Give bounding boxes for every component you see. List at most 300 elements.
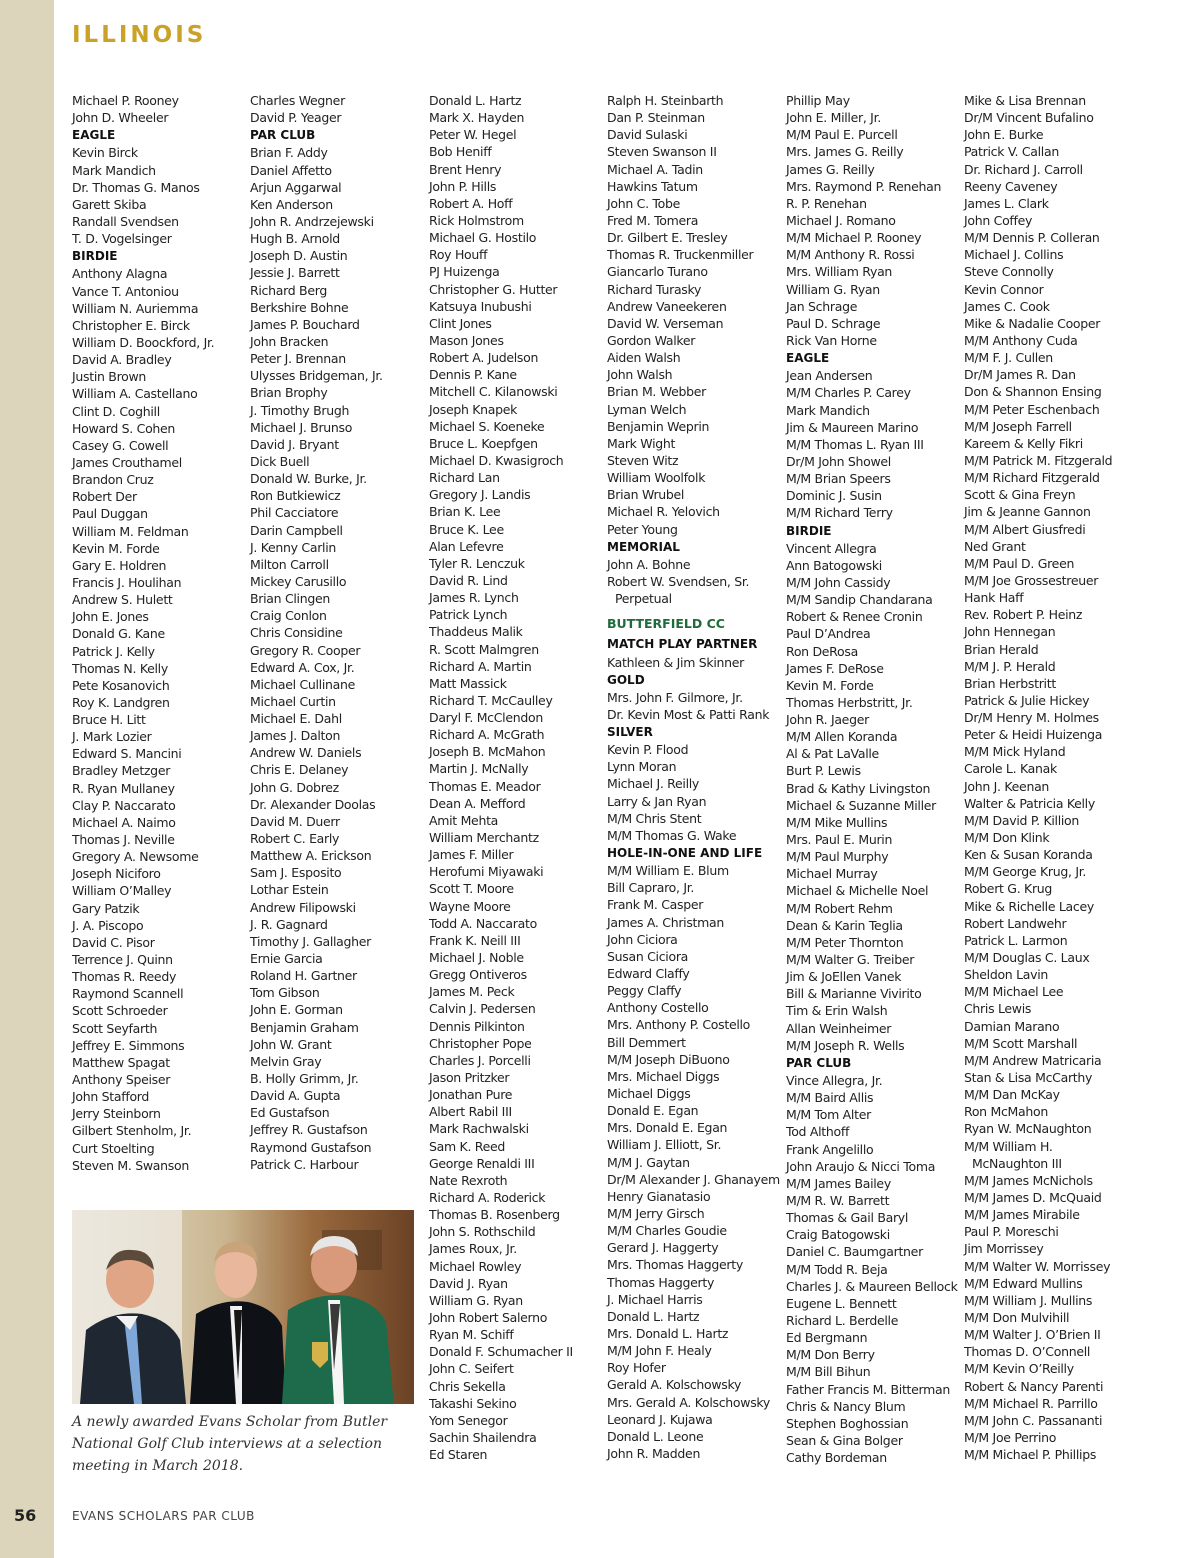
donor-name: J. Michael Harris [607, 1291, 703, 1307]
donor-name: Gregory A. Newsome [72, 849, 199, 865]
donor-name: Scott & Gina Freyn [964, 487, 1076, 503]
donor-name: William Woolfolk [607, 470, 706, 486]
donor-name: M/M Joseph Farrell [964, 418, 1072, 434]
page-number: 56 [14, 1506, 37, 1525]
donor-name: Raymond Scannell [72, 986, 184, 1002]
donor-name: Mark Mandich [72, 162, 156, 178]
donor-name: Mike & Nadalie Cooper [964, 315, 1101, 331]
donor-name: James P. Bouchard [250, 316, 360, 332]
donor-name: Robert Landwehr [964, 915, 1067, 931]
donor-name: Dean A. Mefford [429, 795, 526, 811]
donor-name: Ed Bergmann [786, 1330, 868, 1346]
donor-name: Leonard J. Kujawa [607, 1411, 713, 1427]
donor-name: Jim & JoEllen Vanek [786, 969, 902, 985]
donor-name: Michael J. Noble [429, 950, 524, 966]
donor-name: Dr. Kevin Most & Patti Rank [607, 706, 770, 722]
donor-name: Jeffrey E. Simmons [72, 1037, 185, 1053]
donor-name: M/M F. J. Cullen [964, 350, 1053, 366]
donor-name: Chris Considine [250, 625, 343, 641]
donor-name: William J. Elliott, Sr. [607, 1137, 722, 1153]
donor-name: M/M William J. Mullins [964, 1292, 1093, 1308]
donor-name: Thomas D. O’Connell [964, 1344, 1091, 1360]
donor-name: Cathy Bordeman [786, 1450, 887, 1466]
donor-name: Gary Patzik [72, 900, 140, 916]
donor-name: Daryl F. McClendon [429, 710, 543, 726]
donor-name: Andrew S. Hulett [72, 592, 173, 608]
donor-name: Richard Lan [429, 470, 500, 486]
donor-name: Tim & Erin Walsh [786, 1003, 888, 1019]
name-continuation: McNaughton III [972, 1155, 1062, 1171]
donor-name: M/M Patrick M. Fitzgerald [964, 452, 1113, 468]
donor-name: Gregory J. Landis [429, 487, 531, 503]
donor-name: Jessie J. Barrett [250, 265, 340, 281]
donor-name: Kevin Connor [964, 281, 1044, 297]
donor-name: Patrick L. Larmon [964, 932, 1068, 948]
donor-name: Michael D. Kwasigroch [429, 452, 564, 468]
scholar-photo [72, 1210, 414, 1404]
donor-name: Brian Wrubel [607, 487, 685, 503]
donor-name: Lothar Estein [250, 882, 329, 898]
donor-name: Scott T. Moore [429, 881, 514, 897]
donor-name: Terrence J. Quinn [72, 952, 173, 968]
donor-name: Robert G. Krug [964, 881, 1053, 897]
donor-name: Michael E. Dahl [250, 711, 342, 727]
donor-name: M/M Sandip Chandarana [786, 592, 933, 608]
donor-name: Hank Haff [964, 590, 1024, 606]
donor-name: Robert A. Hoff [429, 195, 513, 211]
donor-name: David J. Bryant [250, 436, 339, 452]
donor-name: Jerry Steinborn [72, 1106, 161, 1122]
donor-name: Michael A. Naimo [72, 814, 176, 830]
donor-name: Dick Buell [250, 453, 310, 469]
donor-name: M/M James Mirabile [964, 1207, 1080, 1223]
donor-name: Dr/M Vincent Bufalino [964, 110, 1094, 126]
donor-name: Mark Rachwalski [429, 1121, 529, 1137]
donor-name: M/M William H. [964, 1138, 1053, 1154]
donor-name: Richard A. Roderick [429, 1190, 546, 1205]
donor-name: Rick Van Horne [786, 332, 877, 348]
donor-name: Jim Morrissey [964, 1241, 1044, 1257]
donor-name: Jason Pritzker [429, 1070, 510, 1086]
donor-name: Joseph Knapek [429, 401, 518, 417]
donor-name: Mrs. Anthony P. Costello [607, 1017, 751, 1033]
donor-name: Steven Witz [607, 452, 679, 468]
donor-name: John Hennegan [964, 624, 1056, 640]
donor-name: Mickey Carusillo [250, 573, 347, 589]
donor-name: Ron DeRosa [786, 643, 858, 659]
donor-name: Benjamin Graham [250, 1019, 359, 1035]
club-heading: BUTTERFIELD CC [607, 616, 725, 632]
donor-name: Michael J. Brunso [250, 419, 353, 435]
donor-name: Justin Brown [72, 369, 147, 385]
donor-name: M/M Robert Rehm [786, 900, 893, 916]
donor-name: Brent Henry [429, 161, 502, 177]
donor-name: Richard Berg [250, 282, 327, 298]
donor-name: Craig Conlon [250, 608, 327, 624]
donor-name: Vince Allegra, Jr. [786, 1073, 883, 1089]
donor-name: Howard S. Cohen [72, 420, 176, 436]
donor-name: Steven Swanson II [607, 144, 717, 160]
donor-name: M/M Michael R. Parrillo [964, 1395, 1098, 1411]
donor-name: J. Mark Lozier [72, 729, 152, 745]
donor-name: J. A. Piscopo [72, 917, 144, 933]
donor-name: M/M John Cassidy [786, 574, 891, 590]
donor-name: John J. Keenan [964, 778, 1050, 794]
donor-name: Calvin J. Pedersen [429, 1001, 536, 1017]
donor-name: M/M John C. Passananti [964, 1412, 1103, 1428]
donor-name: M/M Don Mulvihill [964, 1309, 1070, 1325]
donor-name: Gregory R. Cooper [250, 642, 361, 658]
donor-name: M/M Richard Fitzgerald [964, 470, 1100, 486]
donor-name: William G. Ryan [786, 281, 880, 297]
donor-name: James G. Reilly [786, 161, 875, 177]
donor-name: Donald L. Hartz [607, 1308, 700, 1324]
donor-name: George Renaldi III [429, 1155, 535, 1171]
names-column-1 [72, 92, 248, 1174]
donor-name: M/M Walter W. Morrissey [964, 1258, 1111, 1274]
donor-name: Ann Batogowski [786, 557, 882, 573]
donor-name: Robert C. Early [250, 831, 340, 847]
donor-name: Father Francis M. Bitterman [786, 1381, 951, 1397]
donor-name: David R. Lind [429, 572, 508, 588]
donor-name: John D. Wheeler [72, 110, 169, 126]
donor-name: Michael S. Koeneke [429, 418, 545, 434]
donor-name: Kareem & Kelly Fikri [964, 435, 1083, 451]
donor-name: Matt Massick [429, 675, 507, 691]
donor-name: Patrick & Julie Hickey [964, 692, 1090, 708]
donor-name: Donald F. Schumacher II [429, 1344, 573, 1360]
donor-name: M/M John F. Healy [607, 1343, 712, 1359]
donor-name: M/M Paul Murphy [786, 849, 889, 865]
donor-name: Melvin Gray [250, 1053, 322, 1069]
donor-name: John R. Madden [607, 1445, 701, 1461]
donor-name: Charles J. & Maureen Bellock [786, 1278, 958, 1294]
donor-name: Roy Houff [429, 247, 488, 263]
names-column-4 [607, 92, 783, 1462]
donor-name: Milton Carroll [250, 556, 329, 572]
donor-name: John C. Tobe [607, 195, 681, 211]
donor-name: M/M Don Berry [786, 1347, 875, 1363]
donor-name: Carole L. Kanak [964, 761, 1057, 777]
donor-name: Mason Jones [429, 332, 504, 348]
donor-name: Thomas R. Reedy [72, 969, 177, 985]
donor-name: Donald L. Leone [607, 1428, 704, 1444]
donor-name: Daniel C. Baumgartner [786, 1244, 923, 1260]
donor-name: David W. Verseman [607, 315, 724, 331]
donor-name: Charles J. Porcelli [429, 1052, 531, 1068]
donor-name: Wayne Moore [429, 898, 511, 914]
donor-name: Susan Ciciora [607, 948, 689, 964]
donor-name: David M. Duerr [250, 813, 340, 829]
donor-name: Kevin M. Forde [786, 677, 874, 693]
donor-name: Mike & Lisa Brennan [964, 93, 1086, 108]
donor-name: M/M Baird Allis [786, 1090, 874, 1106]
page-sidebar-band [0, 0, 54, 1558]
donor-name: Ken Anderson [250, 196, 333, 212]
donor-name: Dean & Karin Teglia [786, 917, 903, 933]
donor-name: M/M J. P. Herald [964, 658, 1056, 674]
donor-name: M/M Joseph DiBuono [607, 1051, 730, 1067]
donor-name: Ernie Garcia [250, 951, 323, 967]
donor-name: Dr. Gilbert E. Tresley [607, 230, 728, 246]
donor-name: Patrick C. Harbour [250, 1156, 359, 1172]
donor-name: Thomas Haggerty [607, 1274, 715, 1290]
donor-name: Mrs. Thomas Haggerty [607, 1257, 743, 1273]
donor-name: Richard A. Martin [429, 658, 532, 674]
donor-name: Donald E. Egan [607, 1103, 699, 1119]
donor-name: M/M Anthony R. Rossi [786, 247, 915, 263]
donor-name: Burt P. Lewis [786, 763, 861, 779]
donor-name: Ralph H. Steinbarth [607, 93, 724, 108]
name-continuation: Perpetual [615, 591, 672, 607]
donor-name: M/M James McNichols [964, 1172, 1093, 1188]
donor-name: Brian Herald [964, 641, 1039, 657]
donor-name: Francis J. Houlihan [72, 574, 182, 590]
donor-name: M/M Edward Mullins [964, 1275, 1083, 1291]
donor-name: Robert A. Judelson [429, 350, 539, 366]
donor-name: Mark Wight [607, 435, 676, 451]
donor-name: Takashi Sekino [429, 1395, 517, 1411]
donor-name: Stan & Lisa McCarthy [964, 1070, 1093, 1086]
donor-name: Mitchell C. Kilanowski [429, 384, 558, 400]
donor-name: J. R. Gagnard [250, 916, 328, 932]
donor-name: M/M Mike Mullins [786, 814, 888, 830]
donor-name: Brandon Cruz [72, 472, 154, 488]
donor-name: Andrew Filipowski [250, 899, 356, 915]
donor-name: Martin J. McNally [429, 761, 529, 777]
donor-name: Mrs. James G. Reilly [786, 144, 904, 160]
donor-name: Brad & Kathy Livingston [786, 780, 931, 796]
donor-name: Sam K. Reed [429, 1138, 506, 1154]
donor-name: Vance T. Antoniou [72, 283, 179, 299]
section-heading: GOLD [607, 672, 645, 687]
donor-name: Larry & Jan Ryan [607, 793, 707, 809]
donor-name: Mrs. Paul E. Murin [786, 832, 893, 848]
donor-name: M/M Mick Hyland [964, 744, 1066, 760]
donor-name: Katsuya Inubushi [429, 298, 532, 314]
donor-name: M/M Michael P. Rooney [786, 230, 922, 246]
donor-name: James A. Christman [607, 914, 725, 930]
donor-name: Michael Rowley [429, 1258, 522, 1274]
donor-name: Kathleen & Jim Skinner [607, 654, 744, 670]
donor-name: Gregg Ontiveros [429, 967, 527, 983]
donor-name: Scott Schroeder [72, 1003, 168, 1019]
donor-name: Rev. Robert P. Heinz [964, 607, 1083, 623]
donor-name: Peter W. Hegel [429, 127, 517, 143]
section-heading: PAR CLUB [786, 1055, 852, 1070]
donor-name: Dominic J. Susin [786, 488, 882, 504]
donor-name: Ned Grant [964, 538, 1026, 554]
donor-name: Patrick Lynch [429, 607, 508, 623]
donor-name: Richard T. McCaulley [429, 692, 553, 708]
donor-name: Reeny Caveney [964, 178, 1058, 194]
donor-name: Paul P. Moreschi [964, 1224, 1059, 1240]
donor-name: M/M David P. Killion [964, 812, 1080, 828]
donor-name: William D. Boockford, Jr. [72, 334, 215, 350]
donor-name: Ron Butkiewicz [250, 488, 341, 504]
donor-name: Michael G. Hostilo [429, 230, 537, 246]
donor-name: Joseph D. Austin [250, 248, 348, 264]
donor-name: PJ Huizenga [429, 264, 500, 280]
donor-name: Thaddeus Malik [429, 624, 523, 640]
donor-name: Kevin P. Flood [607, 742, 689, 758]
donor-name: James F. Miller [429, 847, 514, 863]
donor-name: Yom Senegor [429, 1412, 508, 1428]
section-heading: HOLE-IN-ONE AND LIFE [607, 846, 763, 861]
donor-name: Todd A. Naccarato [429, 915, 537, 931]
donor-name: R. Ryan Mullaney [72, 780, 175, 796]
donor-name: Edward A. Cox, Jr. [250, 659, 355, 675]
donor-name: Mrs. Donald E. Egan [607, 1120, 728, 1136]
donor-name: M/M Kevin O’Reilly [964, 1361, 1074, 1377]
donor-name: M/M Tom Alter [786, 1107, 871, 1123]
donor-name: M/M Chris Stent [607, 810, 702, 826]
donor-name: M/M Dan McKay [964, 1087, 1060, 1103]
donor-name: William A. Castellano [72, 386, 198, 402]
donor-name: Lyman Welch [607, 401, 687, 417]
donor-name: Henry Gianatasio [607, 1188, 711, 1204]
donor-name: John C. Seifert [429, 1361, 514, 1377]
donor-name: Christopher G. Hutter [429, 281, 558, 297]
donor-name: Dr/M Henry M. Holmes [964, 710, 1099, 726]
donor-name: M/M Douglas C. Laux [964, 950, 1090, 966]
donor-name: Brian Brophy [250, 385, 328, 401]
donor-name: Clint Jones [429, 315, 492, 331]
donor-name: Raymond Gustafson [250, 1139, 372, 1155]
donor-name: John E. Miller, Jr. [786, 110, 881, 126]
donor-name: Hawkins Tatum [607, 178, 698, 194]
donor-name: Casey G. Cowell [72, 437, 169, 453]
publication-name: EVANS SCHOLARS PAR CLUB [72, 1509, 255, 1523]
donor-name: Pete Kosanovich [72, 677, 170, 693]
donor-name: Chris Sekella [429, 1378, 506, 1394]
donor-name: John Bracken [250, 333, 329, 349]
donor-name: Edward S. Mancini [72, 746, 182, 762]
names-column-6 [964, 92, 1140, 1463]
donor-name: M/M Jerry Girsch [607, 1206, 705, 1221]
donor-name: John Walsh [607, 367, 673, 383]
photo-caption: A newly awarded Evans Scholar from Butler National Golf Club interviews at a selection meeting in March 2018. [72, 1414, 388, 1474]
donor-name: John E. Jones [72, 609, 149, 625]
donor-name: Thomas Herbstritt, Jr. [786, 694, 913, 710]
donor-name: John R. Jaeger [786, 712, 869, 728]
donor-name: Gerard J. Haggerty [607, 1240, 719, 1256]
donor-name: Peter & Heidi Huizenga [964, 727, 1103, 743]
donor-name: Thomas & Gail Baryl [786, 1210, 909, 1226]
donor-name: Michael & Michelle Noel [786, 883, 929, 899]
donor-name: Gerald A. Kolschowsky [607, 1377, 742, 1393]
donor-name: Daniel Affetto [250, 162, 332, 178]
donor-name: Steven M. Swanson [72, 1157, 189, 1173]
donor-name: Ken & Susan Koranda [964, 847, 1093, 863]
donor-name: Brian Herbstritt [964, 675, 1056, 691]
donor-name: James L. Clark [964, 195, 1049, 211]
section-heading: EAGLE [72, 128, 116, 143]
donor-name: M/M Brian Speers [786, 471, 891, 487]
donor-name: John P. Hills [429, 178, 497, 194]
donor-name: Bruce L. Koepfgen [429, 435, 538, 451]
donor-name: M/M William E. Blum [607, 863, 729, 879]
donor-name: Eugene L. Bennett [786, 1295, 897, 1311]
donor-name: M/M James Bailey [786, 1175, 891, 1191]
donor-name: Albert Rabil III [429, 1104, 512, 1120]
donor-name: Giancarlo Turano [607, 264, 708, 280]
donor-name: Allan Weinheimer [786, 1020, 892, 1036]
donor-name: Anthony Speiser [72, 1072, 171, 1088]
donor-name: Jim & Maureen Marino [786, 419, 919, 435]
donor-name: Tod Althoff [786, 1124, 850, 1140]
donor-name: Michael J. Collins [964, 247, 1064, 263]
donor-name: M/M Charles Goudie [607, 1223, 727, 1239]
donor-name: David A. Gupta [250, 1088, 341, 1104]
donor-name: B. Holly Grimm, Jr. [250, 1071, 359, 1087]
donor-name: Aiden Walsh [607, 350, 681, 366]
donor-name: Peter Young [607, 521, 678, 537]
donor-name: Robert W. Svendsen, Sr. [607, 573, 750, 589]
donor-name: Charles Wegner [250, 93, 345, 108]
section-heading: SILVER [607, 725, 653, 740]
donor-name: Dr/M John Showel [786, 453, 891, 469]
donor-name: M/M Bill Bihun [786, 1364, 871, 1380]
section-heading: EAGLE [786, 351, 830, 366]
donor-name: Kevin M. Forde [72, 540, 160, 556]
donor-name: M/M George Krug, Jr. [964, 864, 1087, 880]
donor-name: Mark X. Hayden [429, 110, 525, 126]
donor-name: Ulysses Bridgeman, Jr. [250, 368, 383, 384]
donor-name: Lynn Moran [607, 759, 677, 775]
donor-name: M/M Scott Marshall [964, 1035, 1078, 1051]
donor-name: M/M Joseph R. Wells [786, 1037, 905, 1053]
donor-name: David Sulaski [607, 127, 688, 143]
donor-name: Jim & Jeanne Gannon [964, 504, 1091, 520]
donor-name: Gary E. Holdren [72, 557, 167, 573]
donor-name: Bob Heniff [429, 144, 492, 160]
donor-name: David C. Pisor [72, 934, 155, 950]
donor-name: Michael P. Rooney [72, 93, 179, 108]
donor-name: M/M Joe Grossestreuer [964, 572, 1099, 588]
donor-name: Rick Holmstrom [429, 212, 524, 228]
donor-name: Richard A. McGrath [429, 727, 545, 743]
donor-name: M/M Joe Perrino [964, 1429, 1057, 1445]
donor-name: Alan Lefevre [429, 538, 504, 554]
donor-name: Michael Murray [786, 866, 878, 882]
donor-name: T. D. Vogelsinger [72, 231, 172, 247]
donor-name: Donald W. Burke, Jr. [250, 471, 367, 487]
donor-name: Fred M. Tomera [607, 212, 699, 228]
donor-name: Chris & Nancy Blum [786, 1398, 906, 1414]
donor-name: Bill & Marianne Vivirito [786, 986, 922, 1002]
donor-name: Edward Claffy [607, 966, 690, 982]
donor-name: M/M Todd R. Beja [786, 1261, 888, 1277]
donor-name: Sean & Gina Bolger [786, 1432, 903, 1448]
donor-name: M/M Peter Eschenbach [964, 401, 1100, 417]
donor-name: J. Timothy Brugh [250, 402, 350, 418]
donor-name: William N. Auriemma [72, 300, 199, 316]
donor-name: Curt Stoelting [72, 1140, 155, 1156]
donor-name: Chris E. Delaney [250, 762, 349, 778]
donor-name: Kevin Birck [72, 145, 138, 161]
donor-name: Sam J. Esposito [250, 865, 342, 881]
donor-name: Jean Andersen [786, 368, 873, 384]
donor-name: John Araujo & Nicci Toma [786, 1158, 936, 1174]
donor-name: M/M Michael P. Phillips [964, 1447, 1097, 1463]
donor-name: Patrick V. Callan [964, 144, 1059, 160]
donor-name: M/M Albert Giusfredi [964, 521, 1086, 537]
donor-name: Anthony Alagna [72, 266, 168, 282]
donor-name: Paul Duggan [72, 506, 148, 522]
donor-name: M/M Don Klink [964, 830, 1050, 846]
donor-name: Randall Svendsen [72, 213, 179, 229]
